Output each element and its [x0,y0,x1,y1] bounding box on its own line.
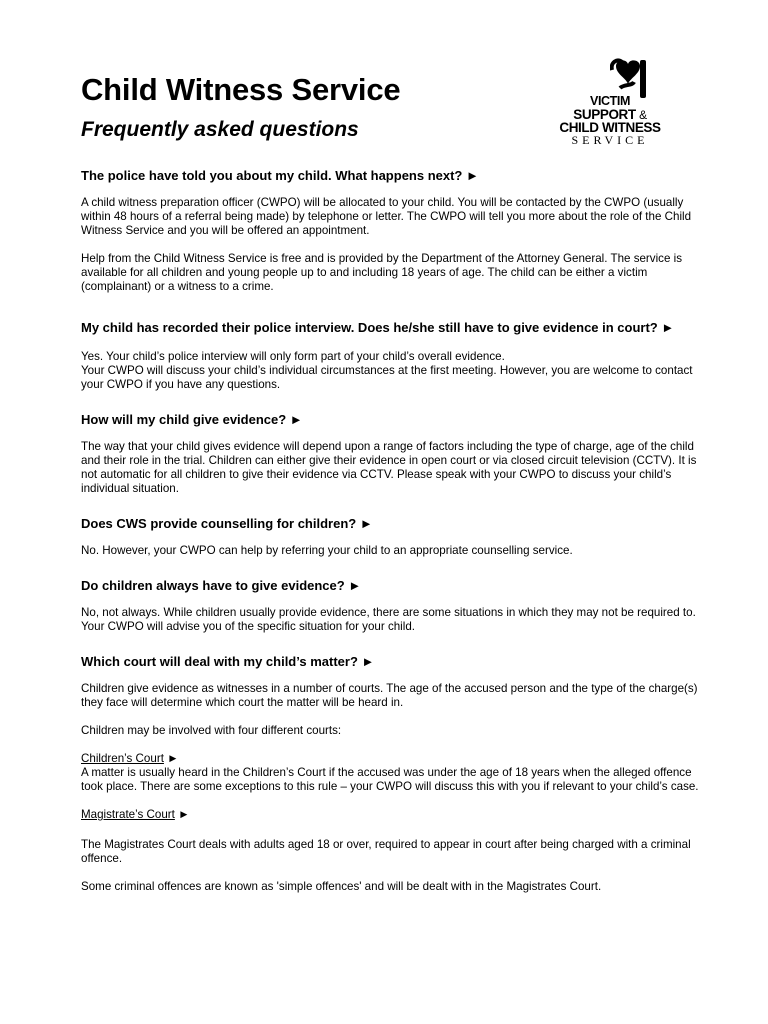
court-text-magistrates-2: Some criminal offences are known as 'simple offences' and will be dealt with in the Magistrates Court. [81,880,602,893]
question-text: Which court will deal with my child’s matter? [81,654,358,669]
arrow-icon: ► [167,752,179,765]
arrow-icon: ► [361,654,375,669]
faq-question-2 [81,320,701,336]
victim-support-logo [550,58,670,150]
faq-answer-5-p1: No, not always. While children usually provide evidence, there are some situations in which they may not be required to. Your CWPO will advise you of the specific situation for your child. [81,606,696,633]
question-text: My child has recorded their police interview. Does he/she still have to give evidence in court? [81,320,658,335]
arrow-icon: ► [661,320,675,335]
arrow-icon: ► [178,808,190,821]
court-text-childrens: A matter is usually heard in the Children’s Court if the accused was under the age of 18 years when the alleged offence took place. There are some exceptions to this rule – your CWPO will discuss this with you if relevant to your child’s case. [81,766,699,793]
court-text-magistrates: The Magistrates Court deals with adults aged 18 or over, required to appear in court after being charged with a criminal offence. [81,838,691,865]
question-text: Do children always have to give evidence? [81,578,345,593]
court-heading-childrens [81,752,701,766]
court-heading-magistrates [81,808,701,822]
page-title: Child Witness Service [81,72,401,107]
faq-question-6 [81,654,701,670]
page-subtitle: Frequently asked questions [81,118,359,141]
faq-answer-2-p2: Your CWPO will discuss your child’s individual circumstances at the first meeting. However, you are welcome to contact your CWPO if you have any questions. [81,364,693,391]
court-name: Magistrate’s Court [81,808,175,821]
question-text: Does CWS provide counselling for children? [81,516,357,531]
faq-answer-6-p2: Children may be involved with four different courts: [81,724,342,737]
faq-question-3 [81,412,701,428]
arrow-icon: ► [359,516,373,531]
faq-answer-2-p1: Yes. Your child’s police interview will only form part of your child’s overall evidence. [81,350,505,363]
logo-support-word: SUPPORT [573,107,636,122]
arrow-icon: ► [348,578,362,593]
arrow-icon: ► [289,412,303,427]
logo-ampersand: & [639,108,647,122]
logo-line-service: SERVICE [571,133,649,147]
logo-line-child-witness: CHILD WITNESS [559,120,661,135]
faq-question-4 [81,516,701,532]
arrow-icon: ► [466,168,479,183]
faq-question-5 [81,578,701,594]
question-text: The police have told you about my child. What happens next? [81,168,463,183]
faq-content [81,168,701,894]
faq-answer-1-p2: Help from the Child Witness Service is free and is provided by the Department of the Attorney General. The service is available for all children and young people up to and including 18 years of age. The child can be either a victim (complainant) or a witness to a crime. [81,252,683,293]
faq-answer-6-p1: Children give evidence as witnesses in a number of courts. The age of the accused person and the type of the charge(s) they face will determine which court the matter will be heard in. [81,682,698,709]
faq-answer-4-p1: No. However, your CWPO can help by referring your child to an appropriate counselling service. [81,544,573,557]
question-text: How will my child give evidence? [81,412,287,427]
court-name: Children’s Court [81,752,164,765]
faq-answer-3-p1: The way that your child gives evidence will depend upon a range of factors including the type of charge, age of the child and their role in the trial. Children can either give their evidence in open court or via closed circuit television (CCTV). It is not automatic for all children to give their evidence via CCTV. Please speak with your CWPO to discuss your child’s individual situation. [81,440,697,495]
faq-answer-1-p1: A child witness preparation officer (CWPO) will be allocated to your child. You will be contacted by the CWPO (usually within 48 hours of a referral being made) by telephone or letter. The CWPO will tell you more about the role of the Child Witness Service and you will be offered an appointment. [81,196,692,237]
faq-question-1 [81,168,701,184]
logo-line-victim: VICTIM [590,94,630,108]
